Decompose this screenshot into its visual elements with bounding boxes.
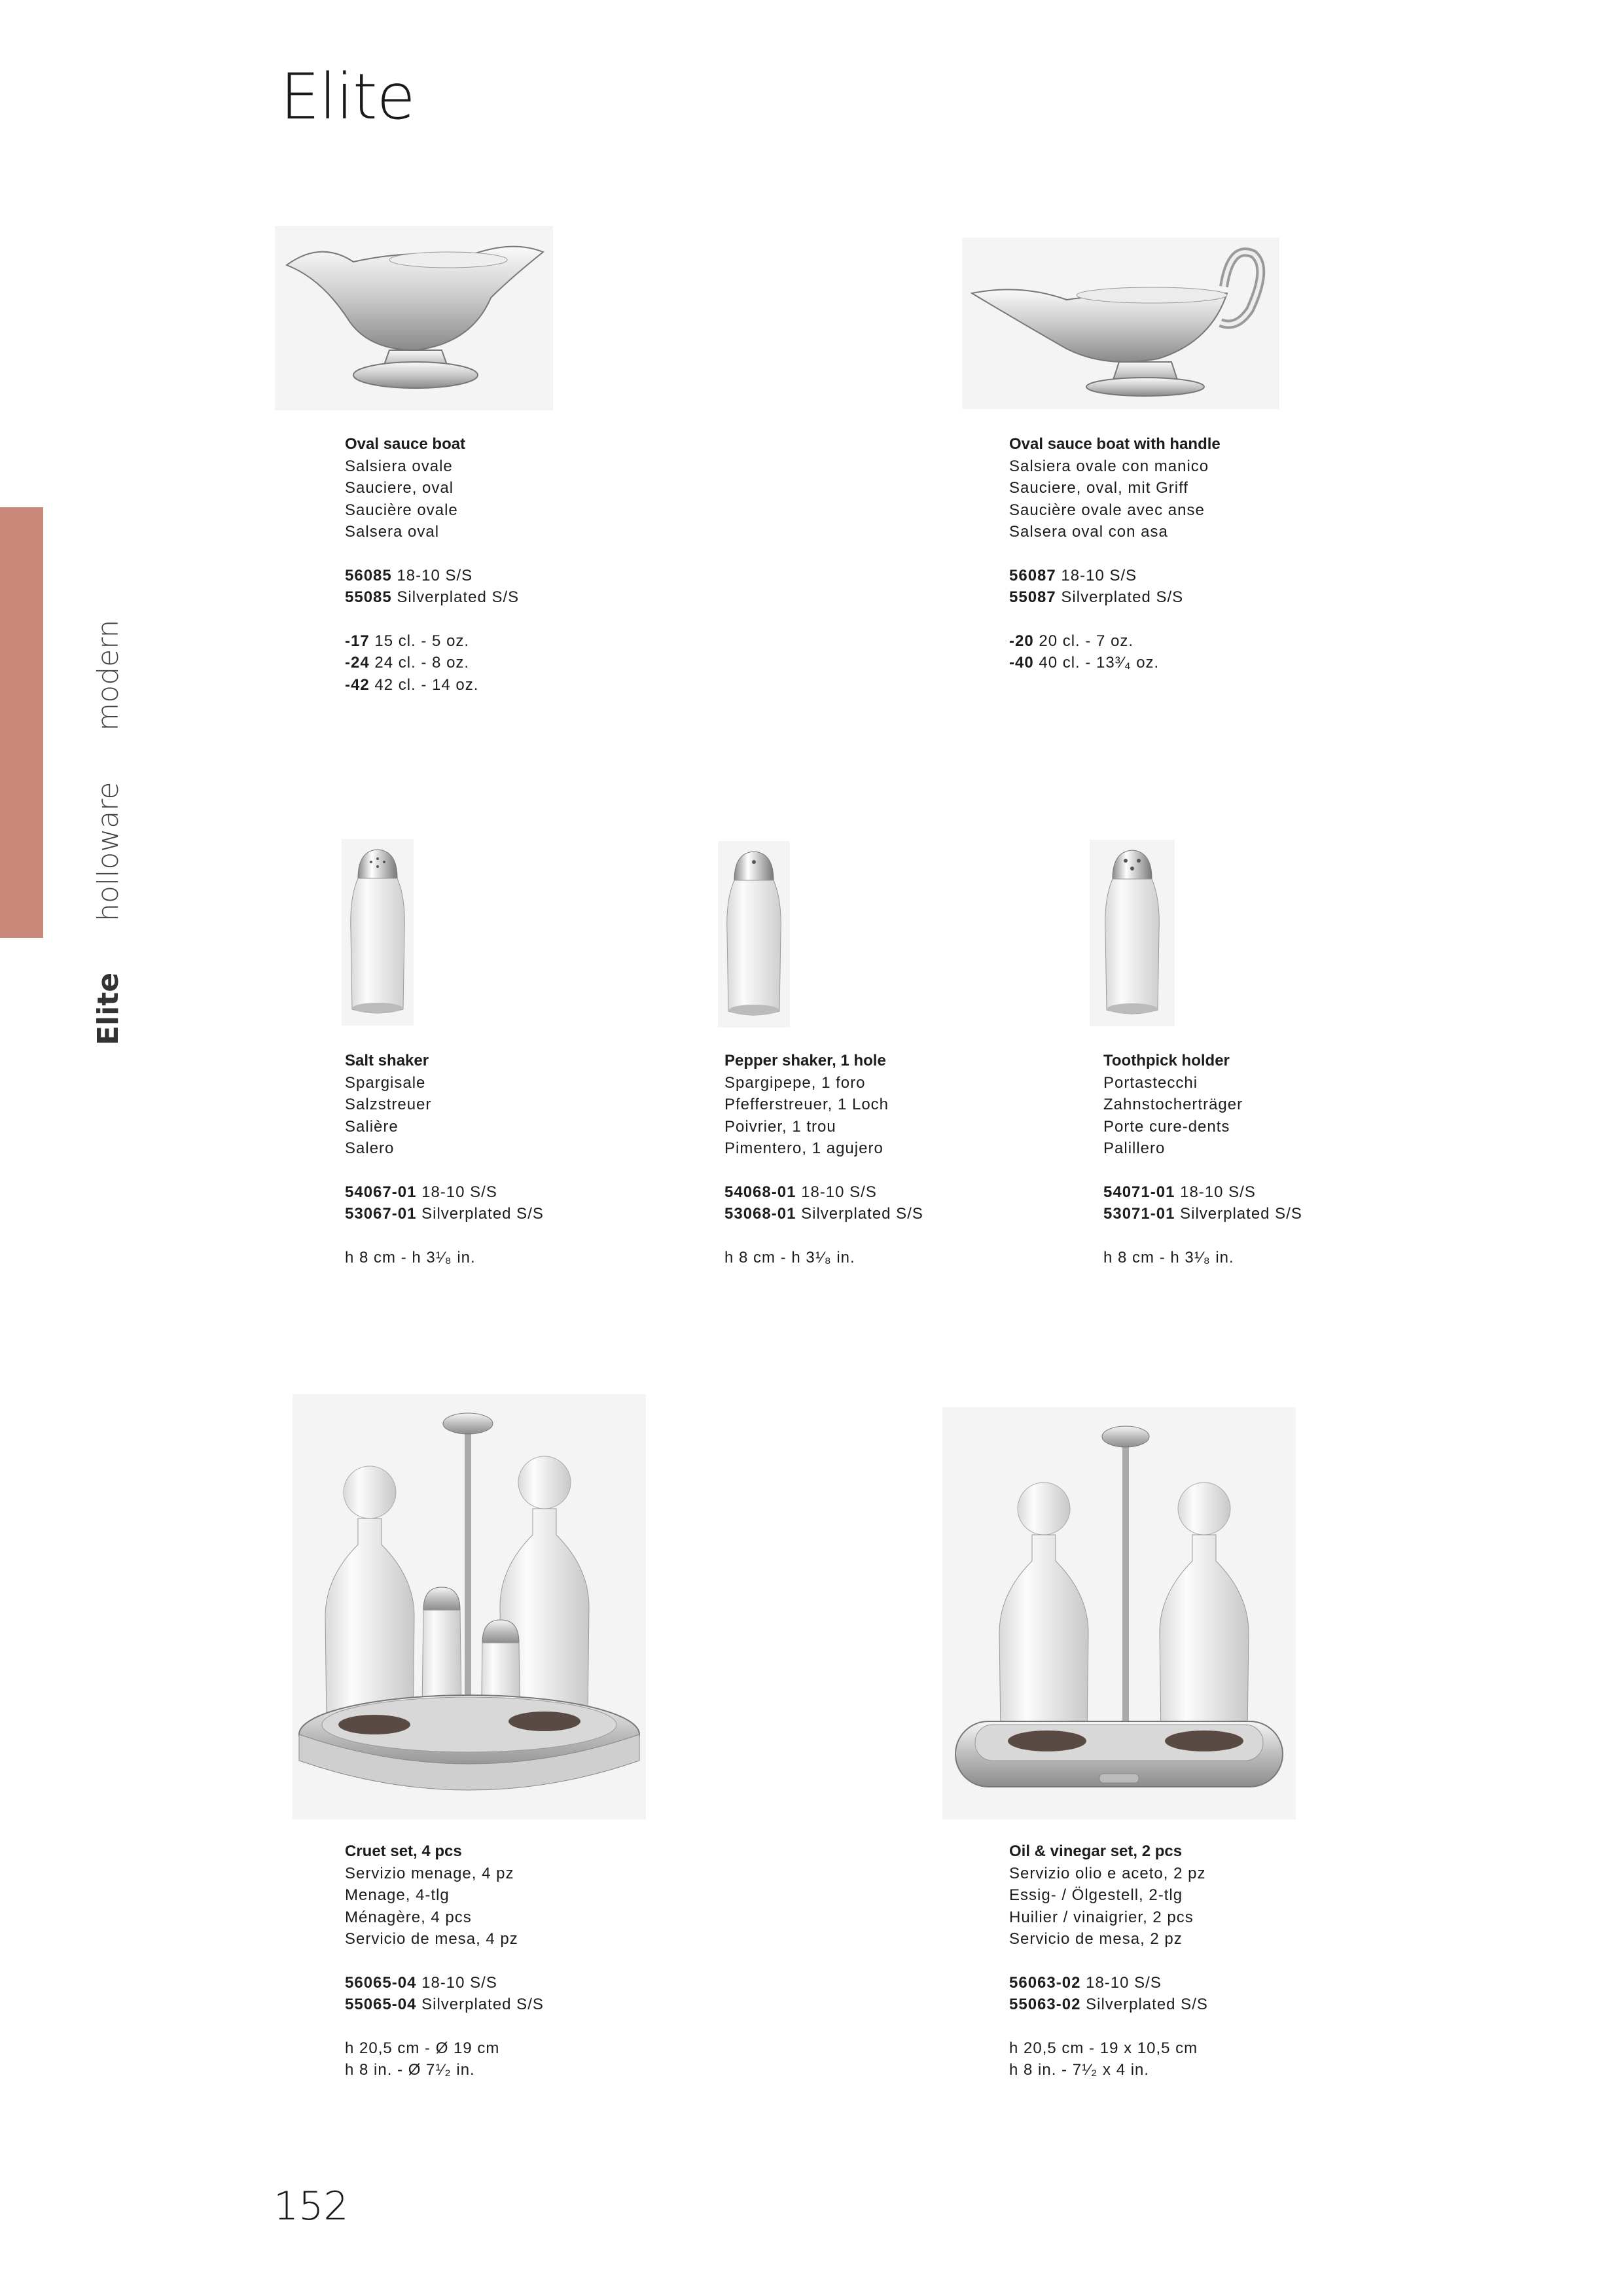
size-line [1009,652,1221,674]
translation: Salsiera ovale con manico [1009,457,1209,475]
product-name: Oval sauce boat with handle [1009,435,1221,453]
translation: Servicio de mesa, 4 pz [345,1930,518,1948]
product-name: Cruet set, 4 pcs [345,1842,462,1860]
material: 18-10 S/S [1061,566,1137,584]
material: Silverplated S/S [1180,1205,1302,1223]
size-line [345,630,519,653]
article-code: 53071-01 [1103,1205,1175,1223]
code-line [345,1994,544,2016]
dimension-line: h 20,5 cm - 19 x 10,5 cm [1009,2039,1198,2057]
product-name: Oil & vinegar set, 2 pcs [1009,1842,1183,1860]
dimension-line: h 8 in. - Ø 7¹⁄₂ in. [345,2061,475,2079]
product-name: Salt shaker [345,1052,429,1069]
translation: Palillero [1103,1139,1166,1157]
translation: Salero [345,1139,395,1157]
size-code: -42 [345,675,370,694]
code-line [724,1181,923,1204]
dimension-line: h 8 cm - h 3¹⁄₈ in. [1103,1248,1234,1266]
translation: Ménagère, 4 pcs [345,1908,472,1926]
article-code: 53067-01 [345,1205,417,1223]
translation: Poivrier, 1 trou [724,1117,836,1136]
page-title: Elite [280,60,415,134]
page-number: 152 [274,2183,349,2229]
code-line [724,1203,923,1225]
size-value: 15 cl. - 5 oz. [374,632,470,650]
oil-vinegar-set-info [1009,1840,1208,2081]
code-line [1009,1972,1208,1994]
material: Silverplated S/S [1061,588,1184,606]
translation: Salzstreuer [345,1096,432,1113]
code-line [345,1203,544,1225]
material: Silverplated S/S [421,1205,544,1223]
translation: Spargipepe, 1 foro [724,1073,866,1092]
translation: Essig- / Ölgestell, 2-tlg [1009,1886,1183,1904]
translation: Zahnstocherträger [1103,1096,1243,1113]
sauce-boat-with-handle-image [962,238,1279,409]
dimension-line: h 8 cm - h 3¹⁄₈ in. [724,1248,855,1266]
article-code: 56063-02 [1009,1973,1081,1992]
code-line [345,586,519,609]
side-category-label: holloware [92,781,125,922]
size-value: 42 cl. - 14 oz. [374,675,479,694]
translation: Pfefferstreuer, 1 Loch [724,1096,889,1113]
size-code: -40 [1009,654,1034,672]
translation: Huilier / vinaigrier, 2 pcs [1009,1908,1194,1926]
translation: Salsiera ovale [345,457,453,475]
dimension-line: h 8 cm - h 3¹⁄₈ in. [345,1248,476,1266]
pepper-shaker-info [724,1050,923,1268]
code-line [345,565,519,587]
material: 18-10 S/S [421,1183,497,1201]
pepper-shaker-image [718,841,790,1028]
code-line [1009,565,1221,587]
size-line [345,674,519,696]
article-code: 55063-02 [1009,1996,1081,2013]
dimension-line: h 8 in. - 7¹⁄₂ x 4 in. [1009,2061,1150,2079]
size-value: 24 cl. - 8 oz. [374,654,470,672]
article-code: 56087 [1009,566,1056,584]
section-color-band [0,507,43,938]
salt-shaker-image [342,839,414,1026]
size-value: 20 cl. - 7 oz. [1039,632,1134,650]
material: Silverplated S/S [801,1205,923,1223]
material: 18-10 S/S [1180,1183,1256,1201]
material: Silverplated S/S [397,588,520,606]
toothpick-holder-info [1103,1050,1302,1268]
salt-shaker-info [345,1050,544,1268]
code-line [1009,1994,1208,2016]
code-line [1009,586,1221,609]
translation: Pimentero, 1 agujero [724,1139,883,1157]
article-code: 55085 [345,588,392,606]
code-line [345,1972,544,1994]
code-line [1103,1181,1302,1204]
size-code: -17 [345,632,370,650]
oil-vinegar-set-image [942,1407,1296,1820]
article-code: 55065-04 [345,1996,417,2013]
side-subcategory-label: modern [92,619,125,731]
translation: Salière [345,1117,399,1136]
article-code: 54071-01 [1103,1183,1175,1201]
product-name: Oval sauce boat [345,435,466,453]
translation: Sauciere, oval [345,479,454,497]
article-code: 55087 [1009,588,1056,606]
product-name: Pepper shaker, 1 hole [724,1052,886,1069]
cruet-set-image [293,1394,646,1820]
translation: Servizio menage, 4 pz [345,1864,514,1882]
article-code: 54068-01 [724,1183,796,1201]
sauce-boat-info [345,433,519,696]
cruet-set-info [345,1840,544,2081]
side-section-labels [92,620,125,1045]
material: 18-10 S/S [1086,1973,1162,1992]
code-line [345,1181,544,1204]
translation: Portastecchi [1103,1073,1198,1092]
translation: Salsera oval con asa [1009,523,1168,541]
code-line [1103,1203,1302,1225]
article-code: 54067-01 [345,1183,417,1201]
translation: Menage, 4-tlg [345,1886,450,1904]
size-code: -20 [1009,632,1034,650]
material: 18-10 S/S [801,1183,877,1201]
size-value: 40 cl. - 13³⁄₄ oz. [1039,654,1160,672]
translation: Servicio de mesa, 2 pz [1009,1930,1183,1948]
material: 18-10 S/S [397,566,473,584]
article-code: 56085 [345,566,392,584]
material: 18-10 S/S [421,1973,497,1992]
article-code: 56065-04 [345,1973,417,1992]
toothpick-holder-image [1090,840,1175,1026]
article-code: 53068-01 [724,1205,796,1223]
translation: Porte cure-dents [1103,1117,1230,1136]
side-brand-label: Elite [92,972,125,1045]
size-line [345,652,519,674]
material: Silverplated S/S [421,1996,544,2013]
translation: Servizio olio e aceto, 2 pz [1009,1864,1206,1882]
translation: Spargisale [345,1073,426,1092]
dimension-line: h 20,5 cm - Ø 19 cm [345,2039,500,2057]
translation: Salsera oval [345,523,440,541]
size-line [1009,630,1221,653]
size-code: -24 [345,654,370,672]
sauce-boat-image [275,226,553,410]
product-name: Toothpick holder [1103,1052,1230,1069]
translation: Saucière ovale [345,501,458,519]
material: Silverplated S/S [1086,1996,1208,2013]
sauce-boat-handle-info [1009,433,1221,674]
translation: Sauciere, oval, mit Griff [1009,479,1188,497]
translation: Saucière ovale avec anse [1009,501,1205,519]
